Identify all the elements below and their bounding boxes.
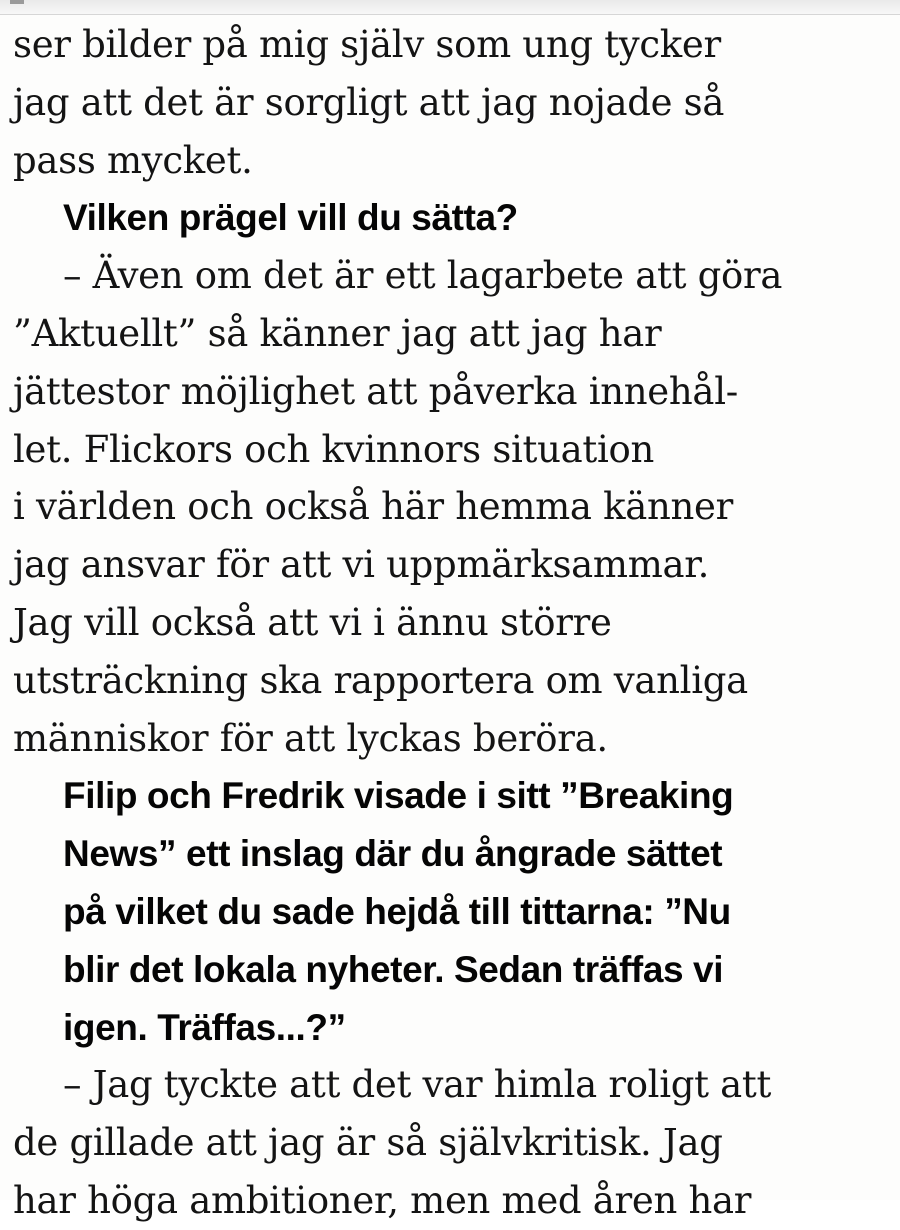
interview-question: Filip och Fredrik visade i sitt ”Breaking <box>63 775 734 817</box>
answer-text-line: jag ansvar för att vi uppmärksammar. <box>13 543 710 587</box>
answer-text-line: utsträckning ska rapportera om vanliga <box>13 658 748 702</box>
body-text-line: pass mycket. <box>13 138 253 182</box>
interview-question: igen. Träffas...?” <box>63 1006 346 1048</box>
page-top-edge <box>0 0 900 15</box>
answer-text-line: har höga ambitioner, men med åren har <box>13 1178 752 1222</box>
answer-text-line: de gillade att jag är så självkritisk. Jag <box>13 1121 723 1165</box>
answer-text-line: let. Flickors och kvinnors situation <box>13 427 655 471</box>
answer-text-line: Jag vill också att vi i ännu större <box>13 600 612 644</box>
answer-text-line: människor för att lyckas beröra. <box>13 716 608 760</box>
answer-text-line: jättestor möjlighet att påverka innehål- <box>13 369 738 413</box>
answer-text-line: i världen och också här hemma känner <box>13 485 734 529</box>
corner-mark <box>10 0 24 4</box>
answer-text-line: ”Aktuellt” så känner jag att jag har <box>13 311 662 355</box>
body-text-line: ser bilder på mig själv som ung tycker <box>13 23 721 66</box>
body-text-line: jag att det är sorgligt att jag nojade så <box>13 80 725 124</box>
interview-question: blir det lokala nyheter. Sedan träffas vi <box>63 948 724 990</box>
interview-question: Vilken prägel vill du sätta? <box>63 197 518 239</box>
answer-text-line: – Jag tyckte att det var himla roligt att <box>63 1063 772 1107</box>
answer-text-line: – Även om det är ett lagarbete att göra <box>63 254 783 298</box>
article-text <box>13 16 893 1230</box>
interview-question: News” ett inslag där du ångrade sättet <box>63 833 723 875</box>
interview-question: på vilket du sade hejdå till tittarna: ”Nu <box>63 890 731 932</box>
